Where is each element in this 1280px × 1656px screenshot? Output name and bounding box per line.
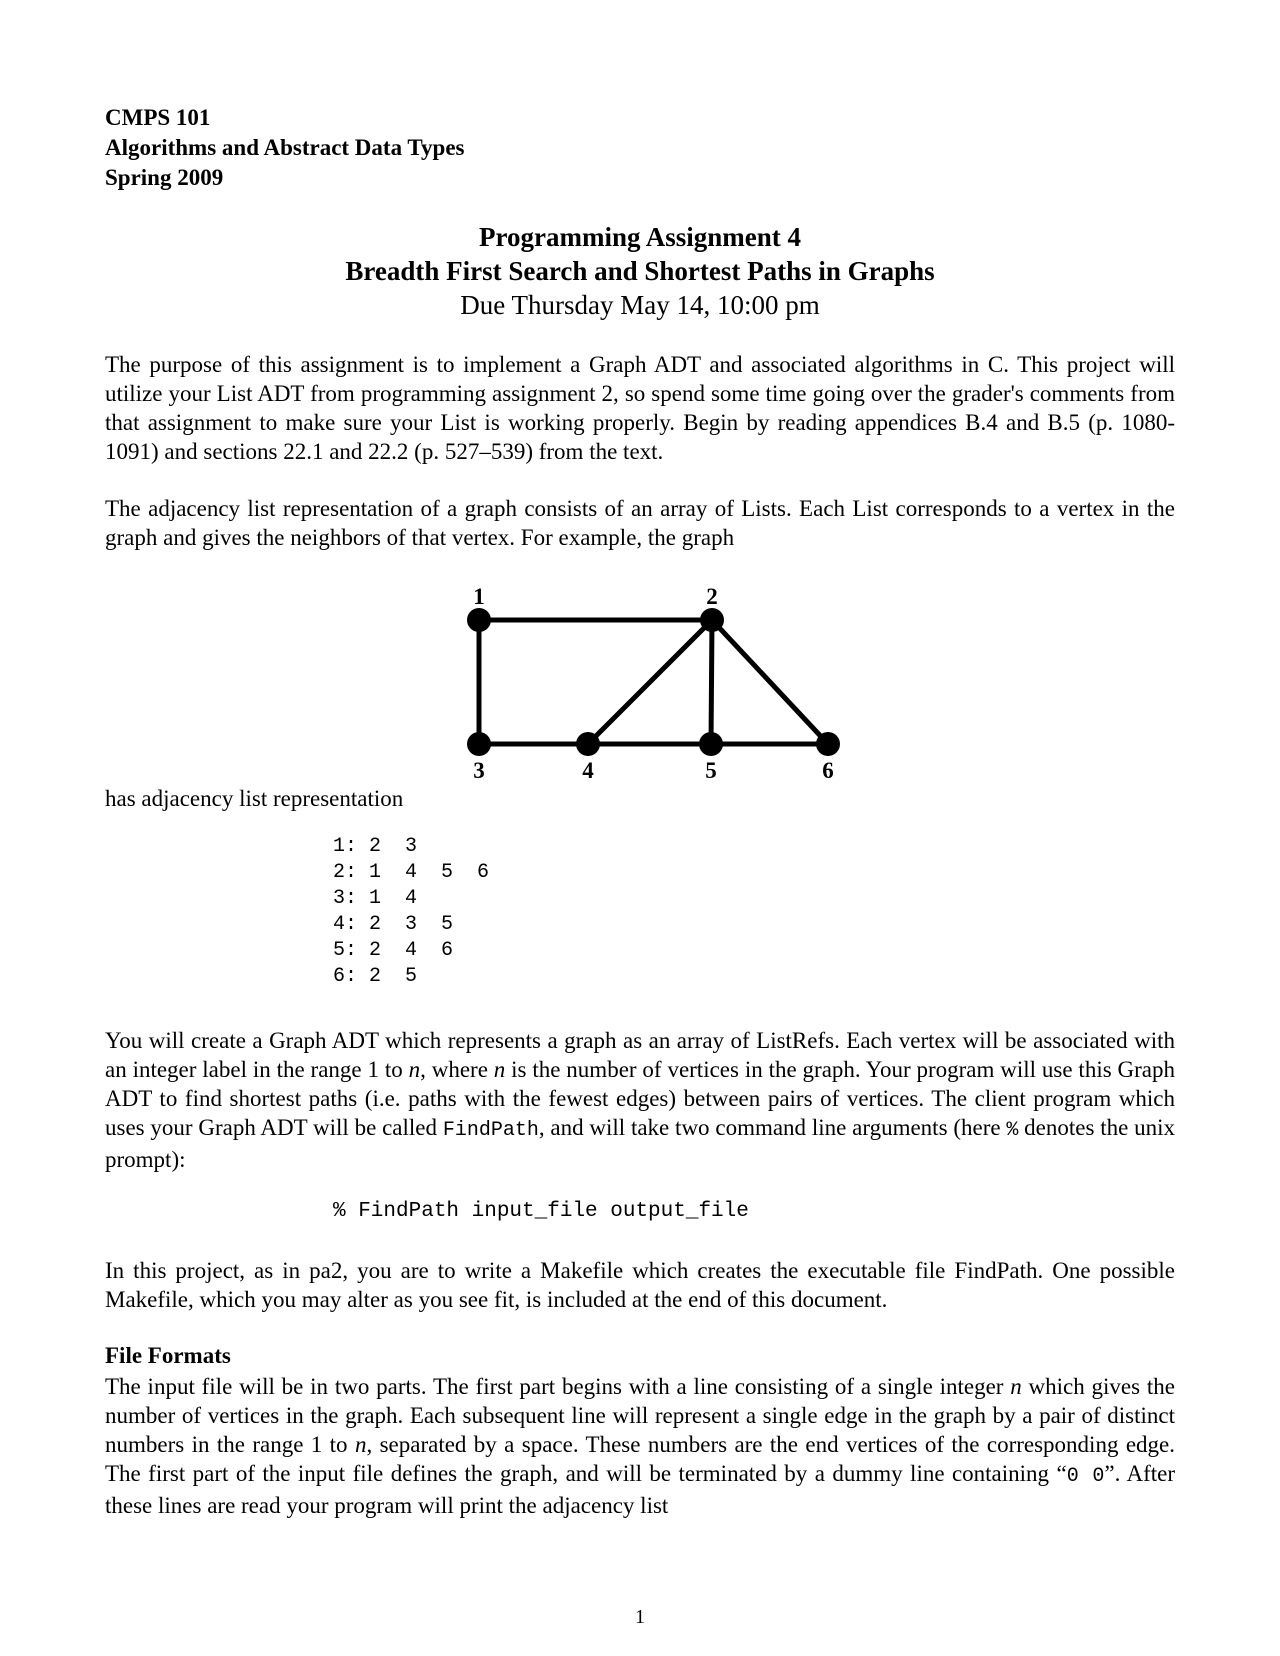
intro-text: The purpose of this assignment is to implement a Graph ADT and associated algorithms in C. This project will utilize your List ADT from programming assignment 2, so spend some time going over the grader's comments from that assignment to make sure your List is working properly. Begin by reading appendices B.4 and B.5 (p. 1080-1091) and sections 22.1 and 22.2 (p. 527–539) from the text. [105, 352, 1175, 464]
graph-vertex [467, 608, 491, 632]
graph-vertex [700, 608, 724, 632]
graph-edge [588, 620, 712, 744]
example-graph-figure [0, 0, 1280, 800]
section-heading-file-formats: File Formats [105, 1343, 231, 1368]
dummy-line-value: 0 0 [1066, 1465, 1105, 1488]
file-formats-paragraph: The input file will be in two parts. The first part begins with a line consisting of a single integer n which gives the number of vertices in the graph. Each subsequent line will represent a single edge in the graph by a pair of distinct numbers in the range 1 to n, separated by a space. These numbers are the end vertices of the corresponding edge. The first part of the input file defines the graph, and will be terminated by a dummy line containing “0 0”. After these lines are read your program will print the adjacency list [105, 1374, 1176, 1518]
graph-vertex-label: 6 [822, 758, 834, 783]
adjacency-text: The adjacency list representation of a graph consists of an array of Lists. Each List corresponds to a vertex in the graph and gives the neighbors of that vertex. For example, the graph [105, 496, 1175, 550]
graph-adt-paragraph: You will create a Graph ADT which represents a graph as an array of ListRefs. Each vertex will be associated with an integer label in the range 1 to n, where n is the number of vertices in the graph. Your program will use this Graph ADT to find shortest paths (i.e. paths with the fewest edges) between pairs of vertices. The client program which uses your Graph ADT will be called FindPath, and will take two command line arguments (here % denotes the unix prompt): [105, 1028, 1176, 1172]
adjacency-list-row: 2: 1 4 5 6 [333, 861, 490, 884]
graph-vertex-label: 2 [706, 584, 718, 609]
graph-vertex [467, 732, 491, 756]
assignment-title: Programming Assignment 4 [479, 222, 801, 252]
course-term: Spring 2009 [105, 165, 224, 190]
graph-vertex-label: 1 [473, 584, 485, 609]
graph-nodes [467, 584, 840, 783]
graph-vertex [816, 732, 840, 756]
makefile-paragraph: In this project, as in pa2, you are to write a Makefile which creates the executable file FindPath. One possible Makefile, which you may alter as you see fit, is included at the end of this document. [105, 1258, 1175, 1312]
unix-prompt: % [1006, 1119, 1019, 1142]
adjacency-list-row: 3: 1 4 [333, 887, 418, 910]
adjacency-list-row: 4: 2 3 5 [333, 913, 454, 936]
assignment-subtitle: Breadth First Search and Shortest Paths in Graphs [345, 256, 935, 286]
adjacency-list-row: 1: 2 3 [333, 835, 418, 858]
page-number: 1 [635, 1606, 645, 1628]
course-code: CMPS 101 [105, 105, 211, 130]
graph-edge [711, 620, 712, 744]
graph-edge [712, 620, 828, 744]
adjacency-list-row: 6: 2 5 [333, 965, 418, 988]
graph-vertex [576, 732, 600, 756]
course-title: Algorithms and Abstract Data Types [105, 135, 465, 160]
due-date: Due Thursday May 14, 10:00 pm [460, 290, 820, 320]
program-name: FindPath [442, 1119, 539, 1142]
graph-vertex [699, 732, 723, 756]
graph-vertex-label: 5 [705, 758, 717, 783]
graph-edges [479, 620, 828, 744]
graph-vertex-label: 4 [582, 758, 594, 783]
has-adjacency-text: has adjacency list representation [105, 786, 404, 811]
command-line-example: % FindPath input_file output_file [333, 1200, 749, 1223]
graph-vertex-label: 3 [473, 758, 485, 783]
adjacency-list-row: 5: 2 4 6 [333, 939, 454, 962]
adjacency-list [333, 834, 489, 990]
